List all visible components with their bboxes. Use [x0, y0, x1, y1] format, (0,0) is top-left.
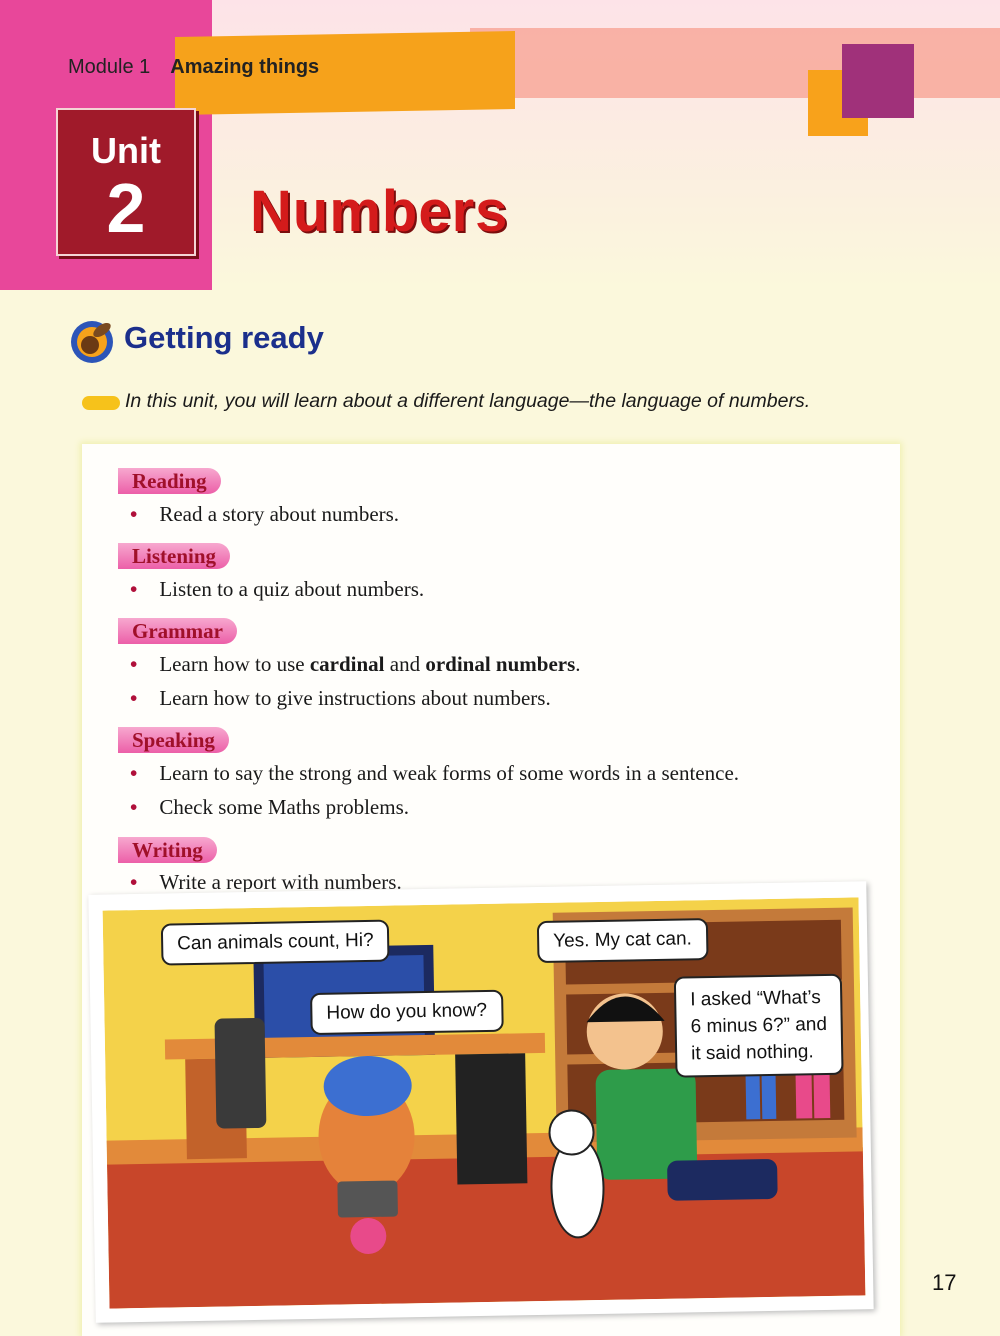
label-listening: Listening — [118, 543, 230, 569]
objective-grammar-2: • Learn how to give instructions about numbers. — [130, 686, 551, 710]
unit-word: Unit — [91, 130, 161, 171]
module-line — [68, 56, 319, 79]
objective-text: Check some Maths problems. — [159, 795, 409, 819]
label-speaking: Speaking — [118, 727, 229, 753]
unit-number: 2 — [106, 169, 146, 247]
objective-text: Learn how to use — [159, 652, 310, 676]
objective-text: Learn to say the strong and weak forms of some words in a sentence. — [159, 761, 740, 785]
page-number: 17 — [932, 1270, 957, 1295]
bubble-4-line-3: it said nothing. — [690, 1041, 814, 1065]
unit-title: Numbers — [250, 179, 509, 244]
label-writing: Writing — [118, 837, 217, 863]
speech-bubble-3: Yes. My cat can. — [537, 918, 708, 963]
section-heading-getting-ready: Getting ready — [124, 320, 324, 355]
decor-purple-square — [842, 44, 914, 118]
speech-bubble-2: How do you know? — [310, 990, 503, 1035]
comic-illustration — [103, 897, 866, 1308]
objective-grammar-1: • Learn how to use cardinal and ordinal numbers. — [130, 652, 581, 676]
label-grammar: Grammar — [118, 618, 237, 644]
label-reading: Reading — [118, 468, 221, 494]
bubble-4-line-2: 6 minus 6?” and — [690, 1014, 828, 1038]
objective-text: . — [575, 652, 581, 676]
objective-text: Read a story about numbers. — [159, 502, 400, 526]
term-ordinal-numbers: ordinal numbers — [425, 652, 576, 676]
objective-speaking-1: • Learn to say the strong and weak forms of some words in a sentence. — [130, 761, 740, 785]
header-salmon-band — [470, 28, 1000, 98]
speech-bubble-1: Can animals count, Hi? — [161, 920, 390, 966]
objective-writing-1: • Write a report with numbers. — [130, 870, 402, 894]
bubble-4-line-1: I asked “What’s — [690, 987, 821, 1011]
objective-text: Write a report with numbers. — [159, 870, 402, 894]
objective-text: Listen to a quiz about numbers. — [159, 577, 425, 601]
objective-speaking-2: • Check some Maths problems. — [130, 795, 409, 819]
unit-badge — [56, 108, 196, 256]
module-title: Amazing things — [170, 56, 320, 78]
module-label: Module 1 — [68, 56, 151, 78]
speech-bubble-4 — [674, 974, 844, 1078]
objective-text: Learn how to give instructions about numbers. — [159, 686, 551, 710]
binoculars-icon — [68, 318, 118, 364]
objective-text: and — [384, 652, 426, 676]
objective-reading-1: • Read a story about numbers. — [130, 502, 400, 526]
term-cardinal: cardinal — [309, 652, 385, 676]
intro-marker — [82, 396, 120, 410]
intro-text: In this unit, you will learn about a different language—the language of numbers. — [125, 390, 811, 412]
objective-listening-1: • Listen to a quiz about numbers. — [130, 577, 425, 601]
